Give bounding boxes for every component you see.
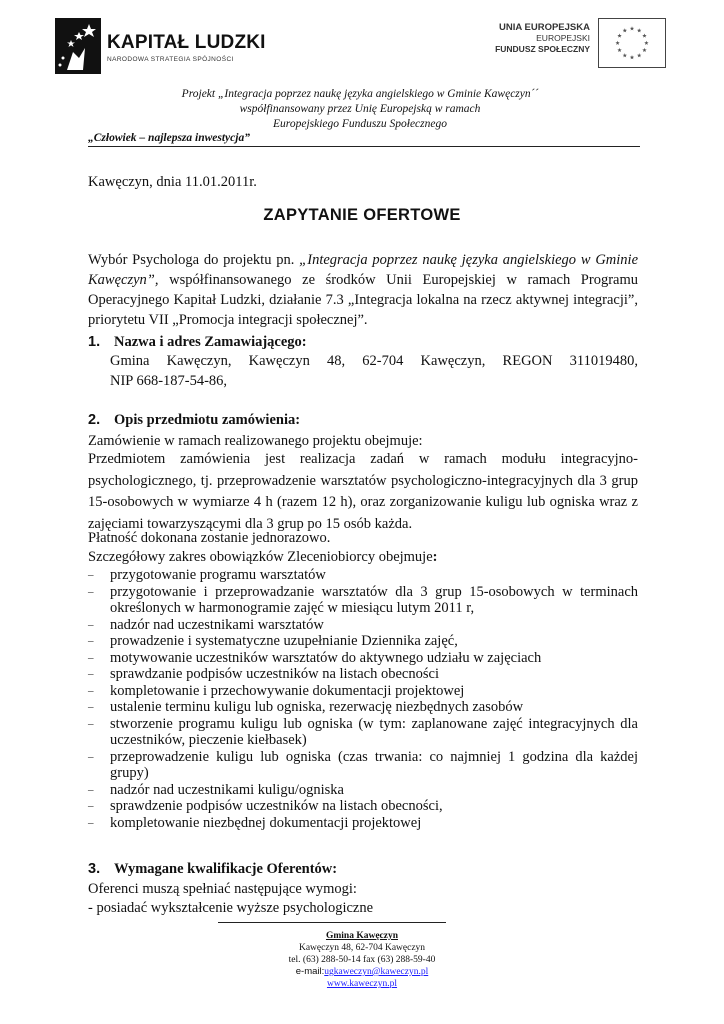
- duty-text: kompletowanie niezbędnej dokumentacji projektowej: [110, 814, 422, 831]
- eu-star-icon: [642, 33, 646, 37]
- duty-item: [88, 584, 638, 617]
- duty-item: [88, 617, 638, 634]
- eu-star-icon: [637, 53, 641, 57]
- dash-bullet: –: [88, 684, 94, 697]
- dash-bullet: –: [88, 668, 94, 680]
- eu-logo-text: [495, 22, 590, 55]
- duty-text: prowadzenie i systematyczne uzupełnianie Dziennika zajęć,: [110, 633, 458, 649]
- dash-bullet: –: [88, 800, 94, 812]
- duty-text: przeprowadzenie kuligu lub ogniska (czas trwania: co najmniej 1 godzina dla każdej grupy): [110, 748, 638, 781]
- section-2-description: Przedmiotem zamówienia jest realizacja zadań w ramach modułu integracyjno-psychologicznego, tj. przeprowadzenie warsztatów psychologiczno-integracyjnych dla 3 grup 15-osobowych w wymiarze 4 h (razem 12 h), oraz zorganizowanie kuligu lub ogniska wraz z zajęciami towarzyszącymi dla 3 grup po 15 osób każda.: [88, 451, 638, 532]
- scope-intro-text: Szczegółowy zakres obowiązków Zleceniobiorcy obejmuje: [88, 549, 433, 565]
- header-divider: [88, 146, 640, 147]
- section-1-address: Gmina Kawęczyn, Kawęczyn 48, 62-704 Kawęczyn, REGON 311019480,: [110, 353, 638, 369]
- section-3-heading: [88, 861, 337, 878]
- duty-item: [88, 798, 638, 815]
- duty-item: [88, 567, 638, 584]
- footer-address: Kawęczyn 48, 62-704 Kawęczyn: [298, 943, 426, 953]
- duty-text: stworzenie programu kuligu lub ogniska (w tym: zaplanowane zajęć integracyjnych dla uczestników, pieczenie kiełbasek): [110, 715, 638, 748]
- project-header: [80, 87, 640, 132]
- project-line: Europejskiego Funduszu Społecznego: [273, 118, 447, 130]
- dash-bullet: –: [88, 618, 94, 631]
- kapital-ludzki-logo: [55, 18, 275, 74]
- footer-divider: [218, 922, 446, 923]
- duty-text: ustalenie terminu kuligu lub ogniska, rezerwację niezbędnych zasobów: [110, 699, 524, 715]
- duty-text: sprawdzenie podpisów uczestników na listach obecności,: [110, 798, 443, 814]
- duty-text: nadzór nad uczestnikami warsztatów: [110, 616, 324, 633]
- dash-bullet: –: [88, 569, 94, 581]
- duty-text: sprawdzanie podpisów uczestników na listach obecności: [110, 666, 439, 682]
- section-2-intro: Zamówienie w ramach realizowanego projektu obejmuje:: [88, 433, 423, 449]
- dash-bullet: –: [88, 717, 94, 730]
- section-number: 2.: [88, 412, 101, 428]
- eu-star-icon: [615, 41, 619, 45]
- duty-item: [88, 815, 638, 832]
- document-title: ZAPYTANIE OFERTOWE: [263, 206, 461, 224]
- motto: „Człowiek – najlepsza inwestycja”: [88, 132, 250, 144]
- dash-bullet: –: [88, 585, 94, 598]
- footer-email-label: e-mail:: [295, 966, 325, 977]
- project-line: współfinansowany przez Unię Europejską w ramach: [239, 103, 481, 115]
- footer-website-line: [200, 978, 524, 990]
- footer-email-line: [200, 966, 524, 978]
- project-name: „Integracja poprzez naukę języka angielskiego w Gminie Kawęczyn”,: [88, 252, 638, 288]
- dash-bullet: –: [88, 783, 94, 796]
- eu-star-icon: [630, 55, 634, 59]
- section-number: 3.: [88, 861, 101, 877]
- duty-item: [88, 633, 638, 650]
- duty-text: przygotowanie programu warsztatów: [110, 567, 326, 583]
- scope-intro: [88, 547, 438, 567]
- dash-bullet: –: [88, 701, 94, 713]
- kapital-ludzki-subtitle: NARODOWA STRATEGIA SPÓJNOŚCI: [107, 56, 234, 63]
- eu-star-icon: [630, 26, 634, 30]
- section-3-line1: Oferenci muszą spełniać następujące wymogi:: [88, 881, 357, 897]
- duty-text: motywowanie uczestników warsztatów do aktywnego udziału w zajęciach: [110, 649, 542, 666]
- kapital-ludzki-emblem-icon: [55, 18, 101, 74]
- eu-logo-line1: UNIA EUROPEJSKA: [499, 22, 590, 33]
- intro-paragraph: [88, 250, 638, 330]
- intro-text-cont: współfinansowanego ze środków Unii Europejskiej w ramach Programu Operacyjnego Kapitał Ludzki, działanie 7.3 „Integracja lokalna na rzecz aktywnej integracji”, priorytetu VII „Promocja integracji społecznej”.: [88, 272, 638, 328]
- intro-text: Wybór Psychologa do projektu pn.: [88, 252, 300, 268]
- footer: [200, 930, 524, 990]
- duty-item: [88, 666, 638, 683]
- eu-star-icon: [623, 53, 627, 57]
- eu-star-icon: [644, 41, 648, 45]
- eu-logo-line2: EUROPEJSKI: [536, 33, 590, 43]
- eu-flag-icon: [598, 18, 666, 68]
- dash-bullet: –: [88, 816, 94, 829]
- payment-note: Płatność dokonana zostanie jednorazowo.: [88, 530, 331, 546]
- footer-name: Gmina Kawęczyn: [325, 931, 399, 941]
- duties-list: [88, 567, 638, 831]
- dash-bullet: –: [88, 750, 94, 763]
- eu-social-fund-logo: [495, 18, 666, 74]
- dash-bullet: –: [88, 651, 94, 664]
- section-2-heading: [88, 412, 300, 429]
- eu-star-icon: [642, 48, 646, 52]
- project-line: Projekt „Integracja poprzez naukę języka angielskiego w Gminie Kawęczyn´´: [181, 88, 539, 100]
- duty-text: przygotowanie i przeprowadzanie warsztatów dla 3 grup 15-osobowych w terminach określonych w harmonogramie zajęć w miesiącu lutym 2011 r,: [110, 583, 638, 616]
- duty-text: kompletowanie i przechowywanie dokumentacji projektowej: [110, 682, 465, 699]
- section-title: Opis przedmiotu zamówienia:: [114, 412, 301, 428]
- section-1-nip: NIP 668-187-54-86,: [110, 373, 228, 389]
- section-title: Wymagane kwalifikacje Oferentów:: [114, 861, 338, 877]
- duty-item: [88, 716, 638, 749]
- duty-item: [88, 749, 638, 782]
- scope-colon: :: [432, 549, 438, 565]
- section-3-line2: - posiadać wykształcenie wyższe psychologiczne: [88, 900, 374, 916]
- footer-website-link[interactable]: www.kaweczyn.pl: [326, 979, 398, 989]
- footer-phone: tel. (63) 288-50-14 fax (63) 288-59-40: [288, 955, 436, 965]
- eu-star-icon: [637, 28, 641, 32]
- duty-item: [88, 650, 638, 667]
- dash-bullet: –: [88, 635, 94, 647]
- duty-item: [88, 782, 638, 799]
- section-number: 1.: [88, 334, 101, 350]
- place-date: Kawęczyn, dnia 11.01.2011r.: [88, 174, 257, 190]
- duty-text: nadzór nad uczestnikami kuligu/ogniska: [110, 781, 344, 798]
- eu-star-icon: [617, 48, 621, 52]
- section-title: Nazwa i adres Zamawiającego:: [114, 334, 307, 350]
- eu-star-icon: [617, 33, 621, 37]
- footer-email-link[interactable]: ugkaweczyn@kaweczyn.pl: [324, 967, 429, 977]
- eu-star-icon: [623, 28, 627, 32]
- eu-logo-line3: FUNDUSZ SPOŁECZNY: [495, 44, 590, 54]
- duty-item: [88, 683, 638, 700]
- section-1-heading: [88, 334, 307, 351]
- duty-item: [88, 699, 638, 716]
- kapital-ludzki-title: KAPITAŁ LUDZKI: [107, 32, 266, 53]
